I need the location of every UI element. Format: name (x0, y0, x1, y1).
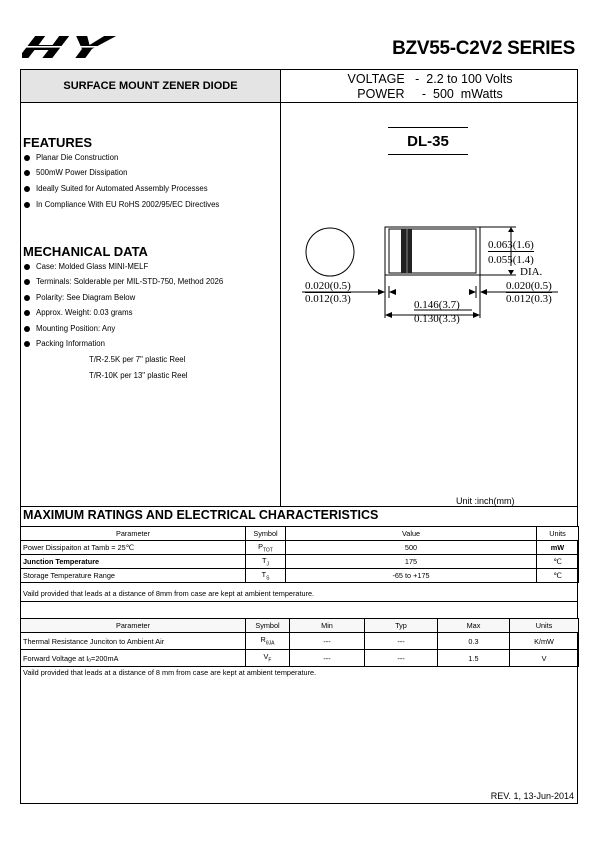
mechanical-title: MECHANICAL DATA (23, 244, 148, 259)
typ-cell: --- (365, 650, 438, 667)
table-header-row (21, 527, 579, 541)
header-cell: Symbol (246, 527, 286, 541)
dim-diameter-min: 0.055(1.4) (488, 254, 534, 266)
thermal-note: Vaild provided that leads at a distance of 8 mm from case are kept at ambient temperature. (23, 668, 317, 677)
bullet-icon (24, 310, 30, 316)
dim-end-right-max: 0.020(0.5) (506, 280, 552, 292)
typ-cell: --- (365, 633, 438, 650)
header-cell: Value (286, 527, 537, 541)
unit-cell: K/mW (510, 633, 579, 650)
bullet-icon (24, 170, 30, 176)
package-name: DL-35 (388, 127, 468, 155)
header-cell: Units (510, 619, 579, 633)
max-cell: 0.3 (438, 633, 510, 650)
param-cell: Thermal Resistance Junciton to Ambient Air (21, 633, 246, 650)
packing-option: T/R-10K per 13" plastic Reel (89, 371, 188, 380)
header-cell: Typ (365, 619, 438, 633)
header-cell: Parameter (21, 619, 246, 633)
bullet-icon (24, 202, 30, 208)
feature-item: Planar Die Construction (24, 153, 118, 162)
voltage-range: VOLTAGE - 2.2 to 100 Volts (347, 72, 513, 86)
divider (20, 506, 578, 507)
company-logo (22, 34, 134, 60)
features-title: FEATURES (23, 135, 93, 150)
symbol-cell: $R_{\theta JA}$ (246, 633, 290, 650)
revision-label: REV. 1, 13-Jun-2014 (490, 791, 574, 801)
bullet-icon (24, 155, 30, 161)
bullet-icon (24, 326, 30, 332)
min-cell: --- (290, 650, 365, 667)
mechanical-item: Mounting Position: Any (24, 324, 115, 333)
feature-item: 500mW Power Dissipation (24, 168, 127, 177)
mechanical-item: Packing Information (24, 339, 105, 348)
bullet-icon (24, 341, 30, 347)
unit-cell: ℃ (537, 569, 579, 583)
header-cell: Max (438, 619, 510, 633)
table-row (21, 555, 579, 569)
mechanical-item: Terminals: Solderable per MIL-STD-750, Method 2026 (24, 277, 223, 286)
body-outline (385, 227, 480, 275)
bullet-icon (24, 279, 30, 285)
packing-option: T/R-2.5K per 7" plastic Reel (89, 355, 186, 364)
dim-length-min: 0.130(3.3) (414, 313, 460, 325)
param-cell: Power Dissipaiton at Tamb = 25℃ (21, 541, 246, 555)
document-title: BZV55-C2V2 SERIES (392, 38, 575, 59)
param-cell: Junction Temperature (21, 555, 246, 569)
value-cell: -65 to +175 (286, 569, 537, 583)
thermal-table (20, 618, 579, 667)
divider (20, 102, 578, 103)
header-cell: Min (290, 619, 365, 633)
header-cell: Symbol (246, 619, 290, 633)
header-cell: Units (537, 527, 579, 541)
ratings-title: MAXIMUM RATINGS AND ELECTRICAL CHARACTERISTICS (23, 508, 379, 522)
header-cell: Parameter (21, 527, 246, 541)
value-cell: 175 (286, 555, 537, 569)
bullet-icon (24, 186, 30, 192)
symbol-cell: $T_S$ (246, 569, 286, 583)
table-header-row (21, 619, 579, 633)
symbol-cell: $P_{TOT}$ (246, 541, 286, 555)
symbol-cell: $T_J$ (246, 555, 286, 569)
divider (20, 601, 578, 602)
dim-length-max: 0.146(3.7) (414, 299, 460, 311)
value-cell: 500 (286, 541, 537, 555)
max-cell: 1.5 (438, 650, 510, 667)
dim-diameter-label: DIA. (520, 266, 543, 278)
table-row (21, 541, 579, 555)
mechanical-item: Polarity: See Diagram Below (24, 293, 135, 302)
min-cell: --- (290, 633, 365, 650)
feature-item: In Compliance With EU RoHS 2002/95/EC Directives (24, 200, 219, 209)
unit-note: Unit :inch(mm) (456, 496, 515, 506)
unit-cell: mW (537, 541, 579, 555)
mechanical-item: Approx. Weight: 0.03 grams (24, 308, 133, 317)
bullet-icon (24, 264, 30, 270)
power-rating: POWER - 500 mWatts (357, 87, 503, 101)
end-view-circle (306, 228, 354, 276)
table-row (21, 633, 579, 650)
dim-end-left-min: 0.012(0.3) (305, 293, 351, 305)
ratings-note: Vaild provided that leads at a distance of 8mm from case are kept at ambient temperature. (23, 589, 315, 598)
table-row (21, 650, 579, 667)
symbol-cell: $V_F$ (246, 650, 290, 667)
datasheet-frame (20, 69, 578, 804)
divider (280, 69, 281, 506)
ratings-table (20, 526, 579, 583)
unit-cell: ℃ (537, 555, 579, 569)
feature-item: Ideally Suited for Automated Assembly Processes (24, 184, 208, 193)
bullet-icon (24, 295, 30, 301)
dim-diameter-max: 0.063(1.6) (488, 239, 534, 251)
table-row (21, 569, 579, 583)
mechanical-item: Case: Molded Glass MINI-MELF (24, 262, 148, 271)
product-type-label: SURFACE MOUNT ZENER DIODE (21, 70, 280, 102)
param-cell: Storage Temperature Range (21, 569, 246, 583)
dim-end-left-max: 0.020(0.5) (305, 280, 351, 292)
dim-end-right-min: 0.012(0.3) (506, 293, 552, 305)
unit-cell: V (510, 650, 579, 667)
param-cell: Forward Voltage at Iₒ=200mA (21, 650, 246, 667)
